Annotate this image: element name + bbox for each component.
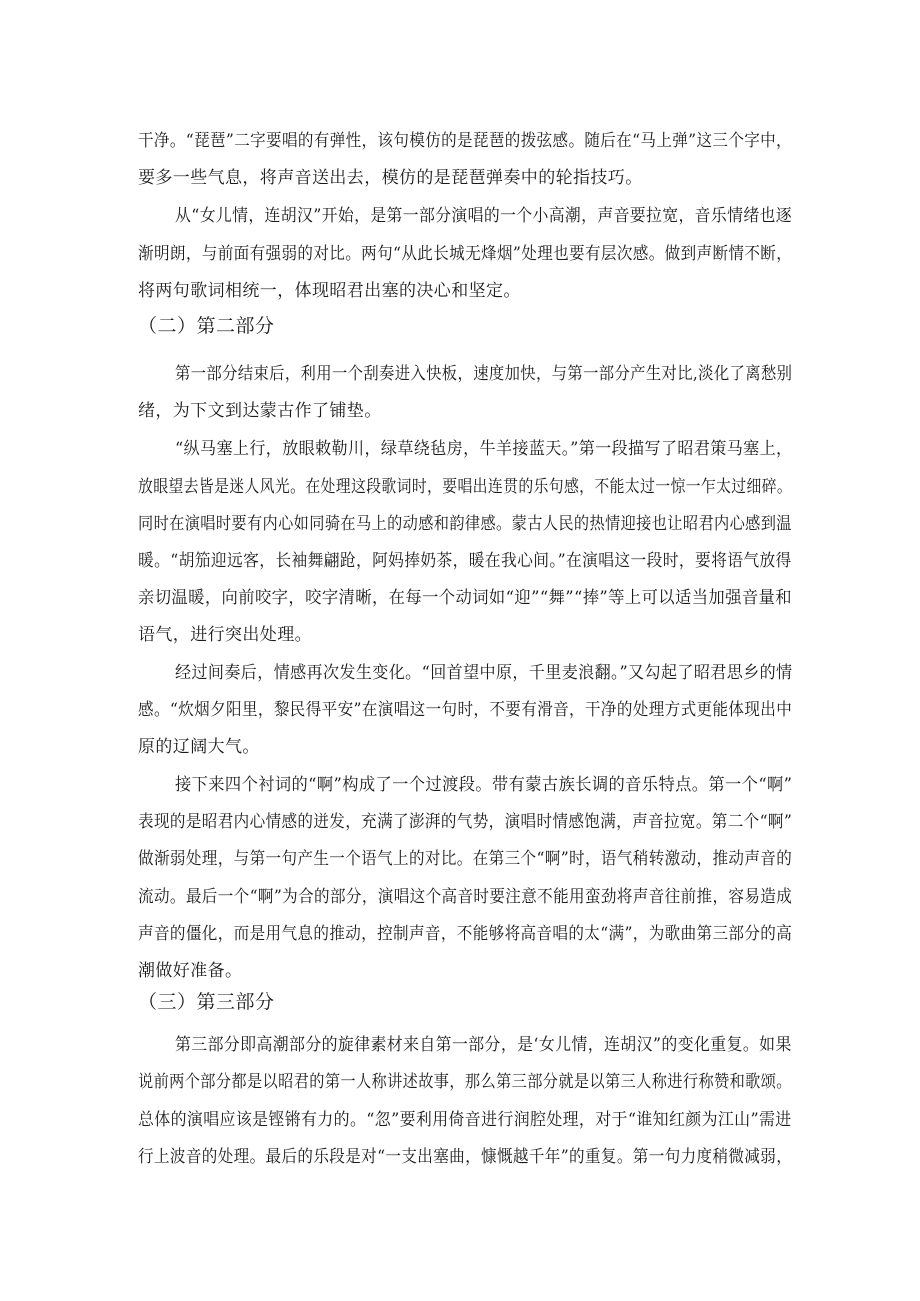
section-heading: （三）第三部分 xyxy=(138,991,275,1013)
paragraph-line: 流动。最后一个“啊”为合的部分，演唱这个高音时要注意不能用蛮劲将声音往前推，容易造成 xyxy=(138,887,793,907)
paragraph-line: 将两句歌词相统一，体现昭君出塞的决心和坚定。 xyxy=(138,281,521,301)
paragraph-line: 亲切温暖，向前咬字，咬字清晰，在每一个动词如“迎”“舞”“捧”等上可以适当加强音量和 xyxy=(138,588,792,608)
section-heading: （二）第二部分 xyxy=(138,315,275,337)
paragraph-line: 干净。“琵琶”二字要唱的有弹性，该句模仿的是琵琶的拨弦感。随后在“马上弹”这三个字中， xyxy=(138,131,792,151)
paragraph-line: 潮做好准备。 xyxy=(138,961,243,981)
paragraph-line: 从“女儿情，连胡汉”开始，是第一部分演唱的一个小高潮，声音要拉宽，音乐情绪也逐 xyxy=(175,206,792,226)
paragraph-line: 表现的是昭君内心情感的迸发，充满了澎湃的气势，演唱时情感饱满，声音拉宽。第二个“啊” xyxy=(138,812,793,832)
paragraph-line: 总体的演唱应该是铿锵有力的。“忽”要利用倚音进行润腔处理，对于“谁知红颜为江山”需进 xyxy=(138,1110,792,1130)
paragraph-line: 感。“炊烟夕阳里，黎民得平安”在演唱这一句时，不要有滑音，干净的处理方式更能体现出中 xyxy=(138,700,793,720)
paragraph-line: 语气，进行突出处理。 xyxy=(138,625,312,645)
paragraph-line: 要多一些气息，将声音送出去，模仿的是琵琶弹奏中的轮指技巧。 xyxy=(138,168,643,188)
paragraph-line: 经过间奏后，情感再次发生变化。“回首望中原，千里麦浪翻。”又勾起了昭君思乡的情 xyxy=(175,663,793,683)
paragraph-line: “纵马塞上行，放眼敕勒川，绿草绕毡房，牛羊接蓝天。”第一段描写了昭君策马塞上， xyxy=(175,439,793,459)
paragraph-line: 行上波音的处理。最后的乐段是对“一支出塞曲，慷慨越千年”的重复。第一句力度稍微减弱， xyxy=(138,1147,793,1167)
paragraph-line: 绪，为下文到达蒙古作了铺垫。 xyxy=(138,401,382,421)
paragraph-line: 第三部分即高潮部分的旋律素材来自第一部分，是‘女儿情，连胡汉”的变化重复。如果 xyxy=(175,1035,792,1055)
paragraph-line: 说前两个部分都是以昭君的第一人称讲述故事，那么第三部分就是以第三人称进行称赞和歌颂。 xyxy=(138,1072,792,1092)
paragraph-line: 做渐弱处理，与第一句产生一个语气上的对比。在第三个“啊”时，语气稍转激动，推动声音的 xyxy=(138,849,793,869)
paragraph-line: 放眼望去皆是迷人风光。在处理这段歌词时，要唱出连贯的乐句感，不能太过一惊一乍太过细碎。 xyxy=(138,477,793,497)
paragraph-line: 同时在演唱时要有内心如同骑在马上的动感和韵律感。蒙古人民的热情迎接也让昭君内心感到温 xyxy=(138,514,792,534)
paragraph-line: 原的辽阔大气。 xyxy=(138,737,260,757)
paragraph-line: 接下来四个衬词的“啊”构成了一个过渡段。带有蒙古族长调的音乐特点。第一个“啊” xyxy=(175,775,793,795)
paragraph-line: 第一部分结束后，利用一个刮奏进入快板，速度加快，与第一部分产生对比,淡化了离愁别 xyxy=(175,364,793,384)
paragraph-line: 渐明朗，与前面有强弱的对比。两句“从此长城无烽烟”处理也要有层次感。做到声断情不断， xyxy=(138,244,793,264)
paragraph-line: 声音的僵化，而是用气息的推动，控制声音，不能够将高音唱的太“满”，为歌曲第三部分的高 xyxy=(138,924,793,944)
paragraph-line: 暖。“胡笳迎远客，长袖舞翩跄，阿妈捧奶茶，暖在我心间。”在演唱这一段时，要将语气放得 xyxy=(138,551,792,571)
